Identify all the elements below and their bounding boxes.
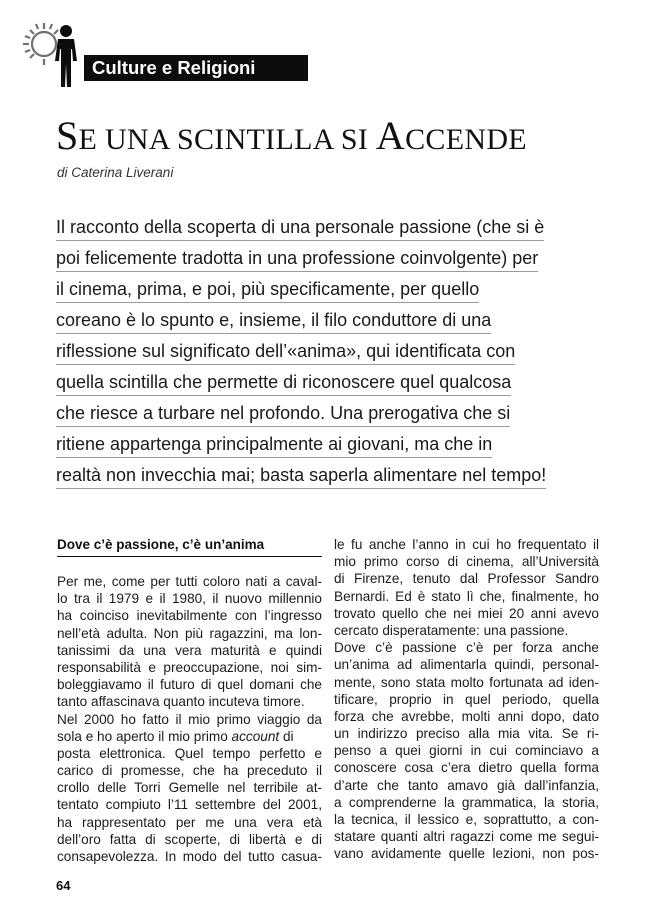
- body-line: statare quanti altri ragazzi come me segui-: [334, 829, 599, 845]
- body-line-text: di: [279, 728, 294, 744]
- body-line: a comprenderne la grammatica, la storia,: [334, 794, 599, 810]
- lead-line: coreano è lo spunto e, insieme, il filo conduttore di una: [56, 307, 491, 334]
- body-line: cercato disperatamente: una passione.: [334, 622, 569, 638]
- body-line: forza che avrebbe, molti anni dopo, dato: [334, 708, 599, 724]
- body-line: responsabilità e preoccupazione, noi sim-: [57, 659, 322, 675]
- body-line: trovato quello che nei miei 20 anni avevo: [334, 605, 599, 621]
- account-word: account: [231, 728, 280, 744]
- body-line: tificare, proprio in quel periodo, quella: [334, 691, 599, 707]
- body-line: tanissimi da una vera maturità e quindi: [57, 642, 322, 658]
- body-line: crollo delle Torri Gemelle nel terribile at-: [57, 780, 322, 796]
- lead-paragraph: [56, 214, 576, 493]
- body-column-left: [57, 536, 322, 865]
- body-line: lo tra il 1979 e il 1980, il nuovo millennio: [57, 591, 322, 607]
- body-line: un’anima ad alimentarla quindi, personal-: [334, 657, 599, 673]
- body-line: tanto affascinava quanto incuteva timore.: [57, 694, 305, 710]
- body-line: ha coinciso inevitabilmente con l’ingresso: [57, 608, 322, 624]
- body-line: un indirizzo preciso alla mia vita. Se ri-: [334, 726, 599, 742]
- body-line: d’arte che tanto amavo già dall’infanzia,: [334, 777, 599, 793]
- title-initial-s: S: [56, 113, 79, 158]
- title-initial-a: A: [375, 113, 406, 158]
- body-line: carico di promesse, che ha preceduto il: [57, 763, 322, 779]
- body-line: mio primo corso di cinema, all’Università: [334, 554, 599, 570]
- body-line: Bernardi. Ed è stato lì che, finalmente, ho: [334, 588, 599, 604]
- body-line: consapevolezza. In modo del tutto casua-: [57, 849, 322, 864]
- body-line: le fu anche l’anno in cui ho frequentato il: [334, 537, 599, 552]
- body-line: nell’età adulta. Non più ragazzini, ma lon-: [57, 625, 322, 641]
- lead-line: riflessione sul significato dell’«anima», qui identificata con: [56, 338, 515, 365]
- body-line: ha rappresentato per me una vera età: [57, 814, 322, 830]
- body-line: Dove c’è passione c’è per forza anche: [334, 640, 599, 656]
- body-line: di Firenze, tenuto dal Professor Sandro: [334, 571, 599, 587]
- body-line: posta elettronica. Quel tempo perfetto e: [57, 745, 322, 761]
- lead-line: ritiene appartenga principalmente ai giovani, ma che in: [56, 431, 492, 458]
- body-column-right: [334, 536, 599, 863]
- body-line: la tecnica, il lessico e, soprattutto, a con-: [334, 812, 599, 827]
- body-line-text: sola e ho aperto il mio primo: [57, 728, 232, 744]
- lead-line: poi felicemente tradotta in una professione coinvolgente) per: [56, 245, 538, 272]
- body-line: conoscere cosa c’era dietro quella forma: [334, 760, 599, 776]
- body-line: vano avidamente quelle lezioni, non pos-: [334, 846, 599, 862]
- body-line: Per me, come per tutti coloro nati a caval-: [57, 574, 322, 589]
- article-title: [56, 112, 527, 164]
- title-part-2: CCENDE: [405, 123, 527, 156]
- title-part-1: E UNA SCINTILLA SI: [78, 123, 376, 156]
- lead-line: che riesce a turbare nel profondo. Una prerogativa che si: [56, 400, 510, 427]
- lead-line: realtà non invecchia mai; basta saperla alimentare nel tempo!: [56, 462, 546, 489]
- body-line: penso a quei giorni in cui cominciavo a: [334, 743, 599, 759]
- lead-line: il cinema, prima, e poi, più specificamente, per quello: [56, 276, 479, 303]
- section-rubric: Culture e Religioni: [84, 55, 308, 81]
- section-heading: Dove c’è passione, c’è un’anima: [57, 536, 322, 557]
- author-byline: di Caterina Liverani: [57, 165, 174, 180]
- section-logo-icon: [22, 18, 84, 88]
- body-line: [57, 728, 322, 745]
- lead-line: quella scintilla che permette di riconoscere quel qualcosa: [56, 369, 511, 396]
- body-line: boleggiavamo il futuro di quel domani che: [57, 677, 322, 693]
- body-line: tentato compiuto l’11 settembre del 2001,: [57, 797, 322, 813]
- page-number: 64: [56, 878, 71, 893]
- lead-line: Il racconto della scoperta di una personale passione (che si è: [56, 214, 544, 241]
- body-line: Nel 2000 ho fatto il mio primo viaggio da: [57, 711, 322, 727]
- body-line: dell’oro fatta di scoperte, di libertà e di: [57, 831, 322, 847]
- body-line: mente, sono stata molto fortunata ad iden-: [334, 674, 599, 690]
